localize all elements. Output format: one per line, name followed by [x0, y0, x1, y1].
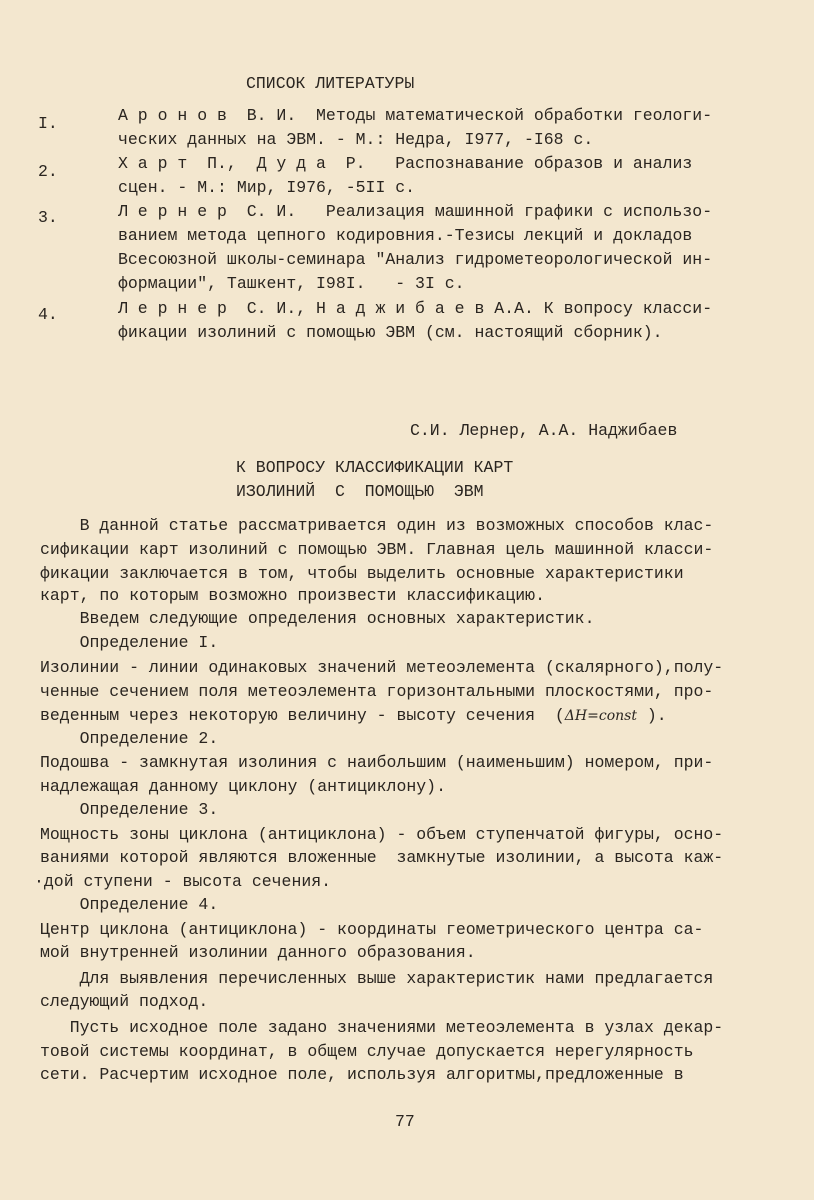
body-line: Введем следующие определения основных характеристик. [40, 609, 595, 628]
body-line: карт, по которым возможно произвести классификацию. [40, 586, 545, 605]
body-line: Определение 2. [40, 729, 219, 748]
body-line: Мощность зоны циклона (антициклона) - объем ступенчатой фигуры, осно- [40, 825, 724, 844]
bib-line: А р о н о в В. И. Методы математической обработки геологи- [118, 106, 713, 125]
article-title-line: ИЗОЛИНИЙ С ПОМОЩЬЮ ЭВМ [236, 482, 484, 501]
body-line-with-formula [40, 704, 667, 728]
body-line: Центр циклона (антициклона) - координаты геометрического центра са- [40, 920, 704, 939]
body-line: Подошва - замкнутая изолиния с наибольшим (наименьшим) номером, при- [40, 753, 714, 772]
body-line: ченные сечением поля метеоэлемента горизонтальными плоскостями, про- [40, 682, 714, 701]
bib-line: Всесоюзной школы-семинара "Анализ гидрометеорологической ин- [118, 250, 713, 269]
body-line: Для выявления перечисленных выше характеристик нами предлагается [40, 969, 714, 988]
bibliography-title: СПИСОК ЛИТЕРАТУРЫ [246, 74, 415, 93]
body-line: сификации карт изолиний с помощью ЭВМ. Главная цель машинной класси- [40, 540, 714, 559]
body-line: товой системы координат, в общем случае допускается нерегулярность [40, 1042, 694, 1061]
body-line: Определение 4. [40, 895, 219, 914]
bib-line: Л е р н е р С. И. Реализация машинной графики с использо- [118, 202, 713, 221]
body-line: мой внутренней изолинии данного образования. [40, 943, 476, 962]
body-line: веденным через некоторую величину - высоту сечения ( [40, 706, 565, 725]
handwritten-formula: ΔH=const [564, 708, 637, 724]
bib-line: ванием метода цепного кодировния.-Тезисы лекций и докладов [118, 226, 693, 245]
bib-line: ческих данных на ЭВМ. - М.: Недра, I977, -I68 с. [118, 130, 594, 149]
body-line: Изолинии - линии одинаковых значений метеоэлемента (скалярного),полу- [40, 658, 724, 677]
bib-line: Л е р н е р С. И., Н а д ж и б а е в А.А. К вопросу класси- [118, 299, 713, 318]
body-line: фикации заключается в том, чтобы выделить основные характеристики [40, 564, 684, 583]
bib-number: 4. [38, 305, 58, 324]
body-line: следующий подход. [40, 992, 209, 1011]
bib-number: 3. [38, 208, 58, 227]
body-line: Пусть исходное поле задано значениями метеоэлемента в узлах декар- [40, 1018, 724, 1037]
body-line: Определение I. [40, 633, 219, 652]
body-line: Определение 3. [40, 800, 219, 819]
bib-line: Х а р т П., Д у д а Р. Распознавание образов и анализ [118, 154, 693, 173]
body-line: надлежащая данному циклону (антициклону). [40, 777, 446, 796]
body-line: ·дой ступени - высота сечения. [34, 872, 332, 891]
bib-number: I. [38, 114, 58, 133]
body-line: ваниями которой являются вложенные замкнутые изолинии, а высота каж- [40, 848, 724, 867]
formula-suffix: ). [636, 706, 667, 725]
bib-number: 2. [38, 162, 58, 181]
article-title-line: К ВОПРОСУ КЛАССИФИКАЦИИ КАРТ [236, 458, 514, 477]
page-number: 77 [395, 1112, 415, 1131]
bib-line: формации", Ташкент, I98I. - 3I с. [118, 274, 465, 293]
bib-line: фикации изолиний с помощью ЭВМ (см. настоящий сборник). [118, 323, 663, 342]
article-authors: С.И. Лернер, А.А. Наджибаев [410, 421, 678, 440]
body-line: В данной статье рассматривается один из возможных способов клас- [40, 516, 714, 535]
body-line: сети. Расчертим исходное поле, используя алгоритмы,предложенные в [40, 1065, 684, 1084]
bib-line: сцен. - М.: Мир, I976, -5II с. [118, 178, 416, 197]
